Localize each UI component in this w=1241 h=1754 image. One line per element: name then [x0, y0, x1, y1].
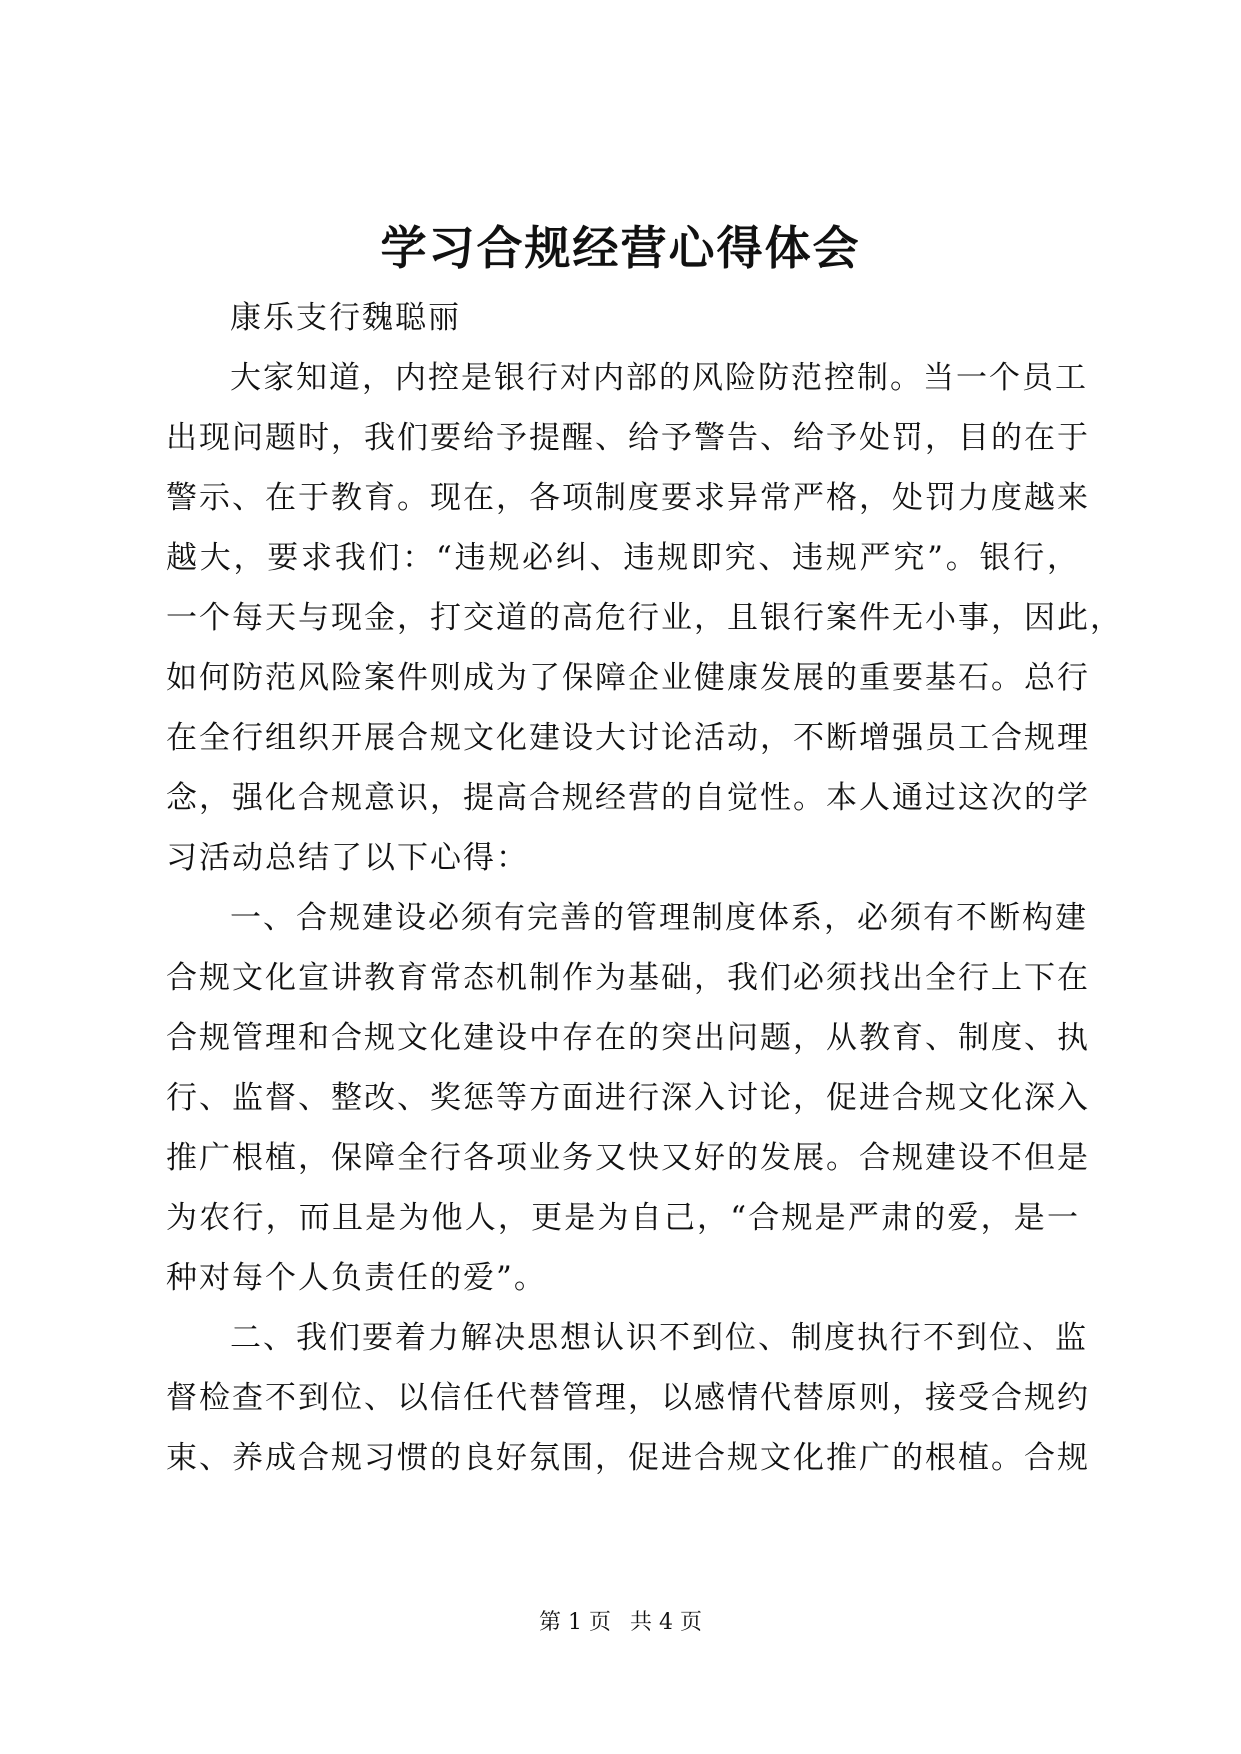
text-line: 越大，要求我们：“违规必纠、违规即究、违规严究”。银行，: [166, 540, 1080, 576]
text-line: 如何防范风险案件则成为了保障企业健康发展的重要基石。总行: [166, 660, 1090, 696]
paragraph-lines: [166, 348, 1123, 1488]
text-line: 束、养成合规习惯的良好氛围，促进合规文化推广的根植。合规: [166, 1440, 1090, 1476]
text-line: 督检查不到位、以信任代替管理，以感情代替原则，接受合规约: [166, 1380, 1090, 1416]
text-line: 念，强化合规意识，提高合规经营的自觉性。本人通过这次的学: [166, 780, 1090, 816]
text-line: 一、合规建设必须有完善的管理制度体系，必须有不断构建: [230, 900, 1088, 936]
text-line: 大家知道，内控是银行对内部的风险防范控制。当一个员工: [230, 360, 1088, 396]
text-line: 为农行，而且是为他人，更是为自己，“合规是严肃的爱，是一: [166, 1200, 1080, 1236]
text-line: 警示、在于教育。现在，各项制度要求异常严格，处罚力度越来: [166, 480, 1090, 516]
text-line: 推广根植，保障全行各项业务又快又好的发展。合规建设不但是: [166, 1140, 1090, 1176]
text-line: 一个每天与现金，打交道的高危行业，且银行案件无小事，因此，: [166, 600, 1123, 636]
text-line: 在全行组织开展合规文化建设大讨论活动，不断增强员工合规理: [166, 720, 1090, 756]
text-line: 二、我们要着力解决思想认识不到位、制度执行不到位、监: [230, 1320, 1088, 1356]
text-line: 出现问题时，我们要给予提醒、给予警告、给予处罚，目的在于: [166, 420, 1090, 456]
document-title: 学习合规经营心得体会: [380, 221, 861, 275]
text-line: 行、监督、整改、奖惩等方面进行深入讨论，促进合规文化深入: [166, 1080, 1090, 1116]
text-line: 合规文化宣讲教育常态机制作为基础，我们必须找出全行上下在: [166, 960, 1090, 996]
text-line: 合规管理和合规文化建设中存在的突出问题，从教育、制度、执: [166, 1020, 1090, 1056]
page-total: 共 4 页: [630, 1610, 702, 1635]
text-line: 习活动总结了以下心得：: [166, 840, 529, 876]
text-line: 种对每个人负责任的爱”。: [166, 1260, 547, 1296]
page-footer: [0, 1608, 1241, 1638]
author-line: 康乐支行魏聪丽: [230, 300, 461, 336]
page-number: 第 1 页: [539, 1610, 611, 1635]
document-body: [166, 288, 1123, 1488]
